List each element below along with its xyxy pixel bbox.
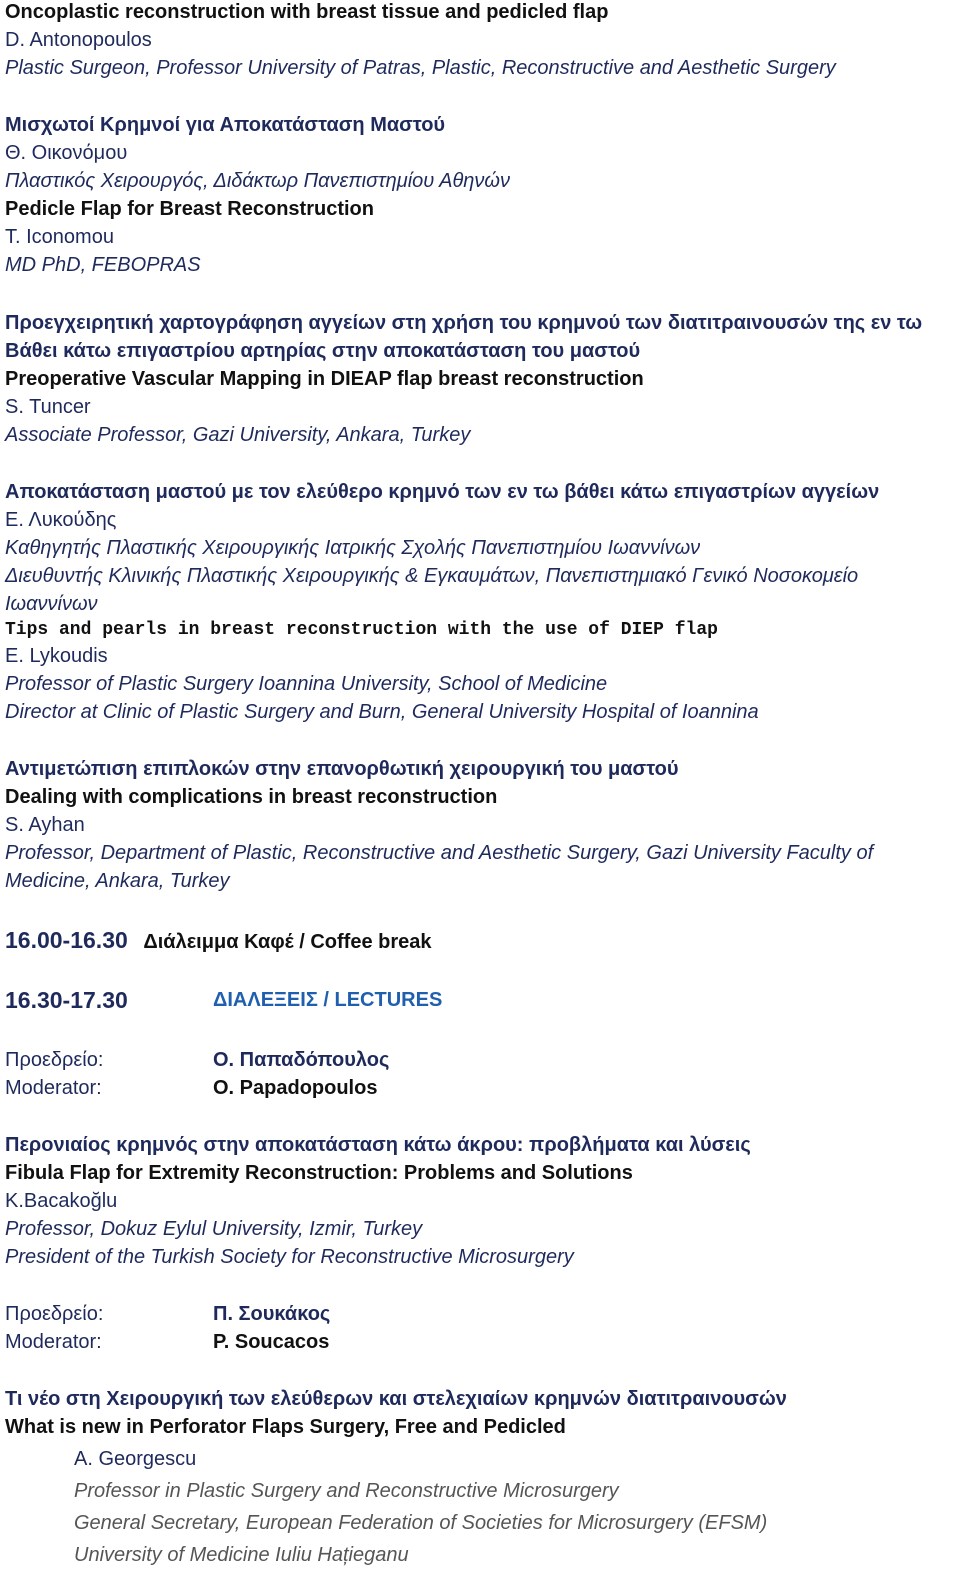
speaker-name: K.Bacakoğlu (5, 1190, 118, 1212)
session-title: Tips and pearls in breast reconstruction with the use of DIEP flap (5, 620, 718, 640)
speaker-affiliation-greek: Καθηγητής Πλαστικής Χειρουργικής Ιατρικής Σχολής Πανεπιστημίου Ιωαννίνων (5, 537, 701, 559)
speaker-name: S. Ayhan (5, 814, 85, 836)
speaker-affiliation: President of the Turkish Society for Reconstructive Microsurgery (5, 1246, 574, 1268)
speaker-name-greek: Θ. Οικονόμου (5, 142, 128, 164)
speaker-affiliation: Professor, Dokuz Eylul University, Izmir, Turkey (5, 1218, 423, 1240)
speaker-name: S. Tuncer (5, 396, 91, 418)
lectures-time: 16.30-17.30 (5, 987, 128, 1013)
moderator-name: O. Papadopoulos (213, 1077, 378, 1099)
moderator-label: Moderator: (5, 1077, 102, 1099)
session-title: Preoperative Vascular Mapping in DIEAP flap breast reconstruction (5, 368, 644, 390)
moderator-label-greek: Προεδρείο: (5, 1049, 104, 1071)
speaker-name: A. Georgescu (74, 1448, 197, 1470)
session-title-greek: Μισχωτοί Κρημνοί για Αποκατάσταση Μαστού (5, 114, 446, 136)
session-title-greek: Αποκατάσταση μαστού με τον ελεύθερο κρημνό των εν τω βάθει κάτω επιγαστρίων αγγείων (5, 481, 880, 503)
speaker-affiliation: Plastic Surgeon, Professor University of Patras, Plastic, Reconstructive and Aesthetic Surgery (5, 57, 836, 79)
session-title: Oncoplastic reconstruction with breast tissue and pedicled flap (5, 1, 609, 23)
speaker-affiliation: University of Medicine Iuliu Hațieganu (74, 1544, 409, 1566)
speaker-affiliation: General Secretary, European Federation of Societies for Microsurgery (EFSM) (74, 1512, 768, 1534)
speaker-affiliation: Professor in Plastic Surgery and Reconstructive Microsurgery (74, 1480, 619, 1502)
speaker-name: E. Lykoudis (5, 645, 108, 667)
session-title: What is new in Perforator Flaps Surgery, Free and Pedicled (5, 1416, 566, 1438)
speaker-affiliation-greek: Ιωαννίνων (5, 593, 98, 615)
session-title-greek: Βάθει κάτω επιγαστρίου αρτηρίας στην αποκατάσταση του μαστού (5, 340, 641, 362)
lectures-row (5, 986, 128, 1016)
session-title: Dealing with complications in breast reconstruction (5, 786, 498, 808)
speaker-name-greek: Ε. Λυκούδης (5, 509, 117, 531)
speaker-affiliation: Director at Clinic of Plastic Surgery and Burn, General University Hospital of Ioannina (5, 701, 759, 723)
break-row (5, 926, 432, 956)
session-title-greek: Τι νέο στη Χειρουργική των ελεύθερων και στελεχιαίων κρημνών διατιτραινουσών (5, 1388, 787, 1410)
moderator-name-greek: Ο. Παπαδόπουλος (213, 1049, 390, 1071)
session-title-greek: Περονιαίος κρημνός στην αποκατάσταση κάτω άκρου: προβλήματα και λύσεις (5, 1134, 751, 1156)
speaker-name: T. Iconomou (5, 226, 114, 248)
session-title: Pedicle Flap for Breast Reconstruction (5, 198, 374, 220)
moderator-name-greek: Π. Σουκάκος (213, 1303, 331, 1325)
session-title-greek: Αντιμετώπιση επιπλοκών στην επανορθωτική χειρουργική του μαστού (5, 758, 679, 780)
speaker-affiliation: Medicine, Ankara, Turkey (5, 870, 230, 892)
session-title: Fibula Flap for Extremity Reconstruction: Problems and Solutions (5, 1162, 633, 1184)
speaker-affiliation-greek: Πλαστικός Χειρουργός, Διδάκτωρ Πανεπιστημίου Αθηνών (5, 170, 510, 192)
moderator-name: P. Soucacos (213, 1331, 330, 1353)
speaker-name: D. Antonopoulos (5, 29, 152, 51)
speaker-affiliation: Professor, Department of Plastic, Reconstructive and Aesthetic Surgery, Gazi University Faculty of (5, 842, 874, 864)
session-title-greek: Προεγχειρητική χαρτογράφηση αγγείων στη χρήση του κρημνού των διατιτραινουσών της εν τω (5, 312, 923, 334)
lectures-heading: ΔΙΑΛΕΞΕΙΣ / LECTURES (213, 989, 443, 1011)
moderator-label: Moderator: (5, 1331, 102, 1353)
break-label: Διάλειμμα Καφέ / Coffee break (143, 931, 432, 953)
break-time: 16.00-16.30 (5, 927, 128, 953)
moderator-label-greek: Προεδρείο: (5, 1303, 104, 1325)
speaker-affiliation: Associate Professor, Gazi University, Ankara, Turkey (5, 424, 471, 446)
speaker-affiliation: MD PhD, FEBOPRAS (5, 254, 201, 276)
speaker-affiliation-greek: Διευθυντής Κλινικής Πλαστικής Χειρουργικής & Εγκαυμάτων, Πανεπιστημιακό Γενικό Νοσοκομείο (5, 565, 859, 587)
speaker-affiliation: Professor of Plastic Surgery Ioannina University, School of Medicine (5, 673, 608, 695)
